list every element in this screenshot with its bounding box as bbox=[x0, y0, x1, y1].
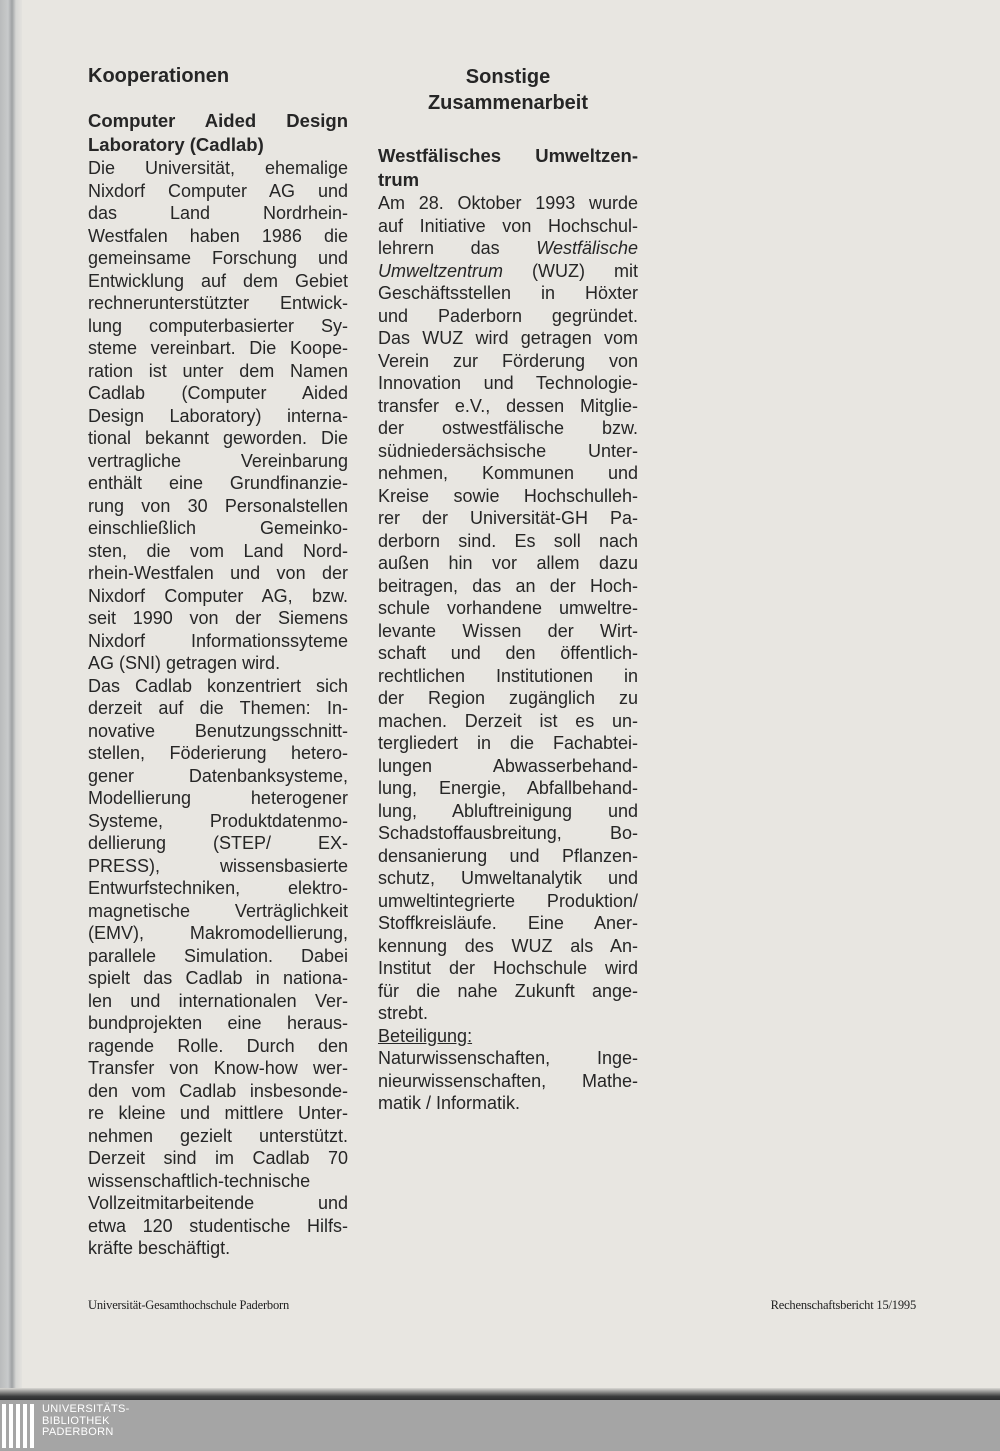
text-line: lungen Abwasserbehand- bbox=[378, 755, 638, 776]
text-line: für die nahe Zukunft ange- bbox=[378, 980, 638, 1001]
text-line: schule vorhandene umweltre- bbox=[378, 598, 638, 618]
text-line: Die Universität, ehemalige bbox=[88, 158, 348, 178]
text-line: spielt das Cadlab in nationa- bbox=[88, 968, 348, 988]
text-line: Stoffkreisläufe. Eine Aner- bbox=[378, 913, 638, 933]
page-bottom-edge bbox=[0, 1388, 1000, 1400]
subheading-line: trum bbox=[378, 169, 420, 190]
text-line: ragende Rolle. Durch den bbox=[88, 1035, 348, 1056]
text-line: tional bekannt geworden. Die bbox=[88, 428, 348, 448]
text-line: nehmen gezielt unterstützt. bbox=[88, 1125, 348, 1146]
cadlab-body-text bbox=[88, 157, 348, 1260]
text-line: Systeme, Produktdatenmo- bbox=[88, 810, 348, 831]
section-heading-kooperationen: Kooperationen bbox=[88, 65, 230, 87]
text-line: Schadstoffausbreitung, Bo- bbox=[378, 823, 638, 843]
text-line: rer der Universität-GH Pa- bbox=[378, 508, 638, 528]
text-line: derborn sind. Es soll nach bbox=[378, 530, 638, 551]
text-line: außen hin vor allem dazu bbox=[378, 553, 638, 573]
subheading-line: Laboratory (Cadlab) bbox=[88, 134, 264, 155]
text-line bbox=[378, 237, 638, 260]
text-line: vertragliche Vereinbarung bbox=[88, 450, 348, 471]
text-line: südniedersächsische Unter- bbox=[378, 440, 638, 461]
text-line: len und internationalen Ver- bbox=[88, 990, 348, 1011]
text-line: lung, Energie, Abfallbehand- bbox=[378, 778, 638, 798]
text-line: Vollzeitmitarbeitende und bbox=[88, 1193, 348, 1213]
left-column bbox=[88, 63, 348, 1260]
text-line: der Region zugänglich zu bbox=[378, 688, 638, 708]
text-line bbox=[378, 260, 638, 283]
text-line: rechtlichen Institutionen in bbox=[378, 665, 638, 686]
book-spine-edge bbox=[0, 0, 22, 1395]
text-line: Design Laboratory) interna- bbox=[88, 405, 348, 426]
text-line: den vom Cadlab insbesonde- bbox=[88, 1080, 348, 1101]
text-line: densanierung und Pflanzen- bbox=[378, 845, 638, 866]
text-line: transfer e.V., dessen Mitglie- bbox=[378, 395, 638, 416]
logo-text-line: BIBLIOTHEK bbox=[42, 1414, 110, 1427]
text-line: machen. Derzeit ist es un- bbox=[378, 710, 638, 731]
text-line: magnetische Verträglichkeit bbox=[88, 900, 348, 921]
text-line: derzeit auf die Themen: In- bbox=[88, 698, 348, 718]
text-line: der ostwestfälische bzw. bbox=[378, 418, 638, 438]
text-line: re kleine und mittlere Unter- bbox=[88, 1103, 348, 1123]
text-line: und Paderborn gegründet. bbox=[378, 305, 638, 326]
text-line: AG (SNI) getragen wird. bbox=[88, 653, 281, 673]
text-line: Das Cadlab konzentriert sich bbox=[88, 675, 348, 696]
section-heading-line: Sonstige bbox=[465, 66, 551, 88]
text-line: parallele Simulation. Dabei bbox=[88, 945, 348, 966]
text-line: gener Datenbanksysteme, bbox=[88, 765, 348, 786]
text-line: schaft und den öffentlich- bbox=[378, 643, 638, 663]
text-line: PRESS), wissensbasierte bbox=[88, 855, 348, 876]
text-line: beitragen, das an der Hoch- bbox=[378, 575, 638, 596]
text-line: Geschäftsstellen in Höxter bbox=[378, 283, 638, 303]
text-line: sten, die vom Land Nord- bbox=[88, 540, 348, 561]
text-line: lung computerbasierter Sy- bbox=[88, 315, 348, 336]
text-line: nehmen, Kommunen und bbox=[378, 463, 638, 483]
footer-report-issue: Rechenschaftsbericht 15/1995 bbox=[770, 1298, 916, 1312]
text-line: nieurwissenschaften, Mathe- bbox=[378, 1070, 638, 1091]
text-line: dellierung (STEP/ EX- bbox=[88, 833, 348, 853]
text-segment: (WUZ) mit bbox=[503, 260, 638, 281]
wuz-body-text bbox=[378, 192, 638, 1115]
text-line: Entwicklung auf dem Gebiet bbox=[88, 270, 348, 291]
text-line: lung, Abluftreinigung und bbox=[378, 800, 638, 821]
text-line: Nixdorf Computer AG, bzw. bbox=[88, 585, 348, 606]
text-line: Institut der Hochschule wird bbox=[378, 958, 638, 978]
text-line: kräfte beschäftigt. bbox=[88, 1238, 231, 1258]
italic-term: Umweltzentrum bbox=[378, 260, 504, 281]
text-line: Am 28. Oktober 1993 wurde bbox=[378, 193, 638, 213]
text-line: Verein zur Förderung von bbox=[378, 350, 638, 371]
right-column bbox=[378, 64, 638, 1115]
text-line: Derzeit sind im Cadlab 70 bbox=[88, 1148, 348, 1168]
text-line: Westfalen haben 1986 die bbox=[88, 225, 348, 246]
text-line: Naturwissenschaften, Inge- bbox=[378, 1048, 638, 1068]
text-line: strebt. bbox=[378, 1003, 429, 1023]
text-line: levante Wissen der Wirt- bbox=[378, 620, 638, 641]
section-heading-line: Zusammenarbeit bbox=[427, 92, 589, 114]
text-line: auf Initiative von Hochschul- bbox=[378, 215, 638, 236]
text-line: Cadlab (Computer Aided bbox=[88, 383, 348, 403]
text-line: Transfer von Know-how wer- bbox=[88, 1058, 348, 1078]
subheading-line: Computer Aided Design bbox=[88, 110, 348, 131]
text-line: kennung des WUZ als An- bbox=[378, 935, 638, 956]
text-line: seit 1990 von der Siemens bbox=[88, 608, 348, 628]
text-line: einschließlich Gemeinko- bbox=[88, 518, 348, 538]
subheading-line: Westfälisches Umweltzen- bbox=[378, 145, 638, 166]
library-banner bbox=[0, 1400, 1000, 1451]
logo-text-line: UNIVERSITÄTS- bbox=[42, 1403, 130, 1415]
logo-bars-icon bbox=[2, 1404, 34, 1448]
text-line: novative Benutzungsschnitt- bbox=[88, 720, 348, 741]
text-line: enthält eine Grundfinanzie- bbox=[88, 473, 348, 493]
text-line: gemeinsame Forschung und bbox=[88, 248, 348, 268]
text-line: Kreise sowie Hochschulleh- bbox=[378, 485, 638, 506]
text-line: rung von 30 Personalstellen bbox=[88, 495, 348, 516]
text-line: Beteiligung: bbox=[378, 1025, 473, 1046]
library-logo bbox=[2, 1402, 130, 1450]
text-line: rechnerunterstützter Entwick- bbox=[88, 293, 348, 313]
text-line: das Land Nordrhein- bbox=[88, 203, 348, 223]
text-line: bundprojekten eine heraus- bbox=[88, 1013, 348, 1033]
text-line: (EMV), Makromodellierung, bbox=[88, 923, 348, 943]
text-line: wissenschaftlich-technische bbox=[88, 1170, 311, 1191]
text-line: ration ist unter dem Namen bbox=[88, 360, 348, 381]
italic-term: Westfälische bbox=[536, 238, 638, 258]
text-line: steme vereinbart. Die Koope- bbox=[88, 338, 348, 358]
text-line: Modellierung heterogener bbox=[88, 788, 348, 808]
text-line: rhein-Westfalen und von der bbox=[88, 563, 348, 583]
text-line: umweltintegrierte Produktion/ bbox=[378, 890, 638, 911]
text-line: etwa 120 studentische Hilfs- bbox=[88, 1215, 348, 1236]
text-line: tergliedert in die Fachabtei- bbox=[378, 733, 638, 753]
text-line: schutz, Umweltanalytik und bbox=[378, 868, 638, 888]
text-line: Nixdorf Informationssyteme bbox=[88, 630, 348, 651]
footer-university: Universität-Gesamthochschule Paderborn bbox=[88, 1298, 290, 1312]
text-line: Nixdorf Computer AG und bbox=[88, 180, 348, 201]
text-line: Innovation und Technologie- bbox=[378, 373, 638, 393]
text-line: Das WUZ wird getragen vom bbox=[378, 328, 638, 348]
text-line: stellen, Föderierung hetero- bbox=[88, 743, 348, 763]
text-line: matik / Informatik. bbox=[378, 1093, 521, 1113]
text-line: Entwurfstechniken, elektro- bbox=[88, 878, 348, 898]
text-segment: lehrern das bbox=[378, 238, 537, 258]
logo-text-line: PADERBORN bbox=[42, 1426, 114, 1438]
